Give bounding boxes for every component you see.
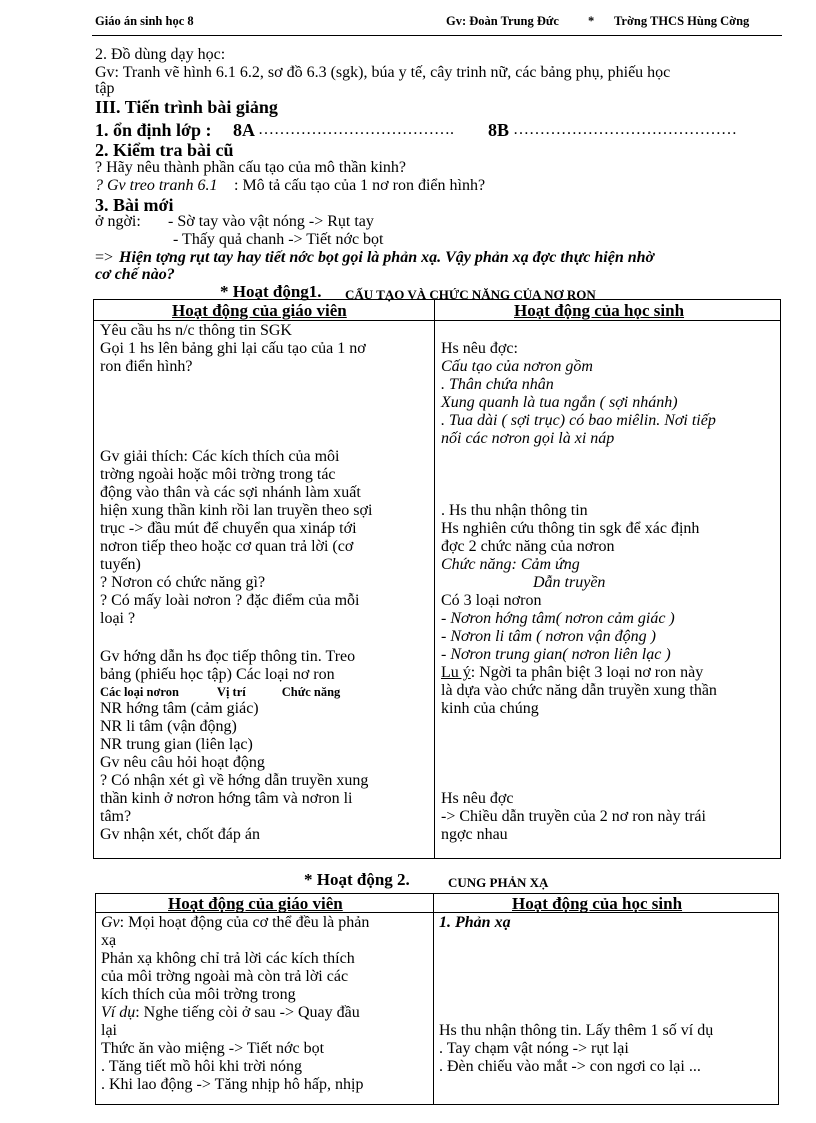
example-label: ở ngời: [95,213,141,230]
t1-r12: - Nơron hớng tâm( nơron cảm giác ) [441,610,675,627]
t1-l15: NR hớng tâm (cảm giác) [100,700,259,717]
table2-header-student: Hoạt động của học sinh [512,894,683,913]
materials-heading: 2. Đồ dùng dạy học: [95,46,226,63]
note-text: : Ngời ta phân biệt 3 loại nơ ron này [470,664,704,681]
t1-r4: . Tua dài ( sợi trục) có bao miêlin. Nơi tiếp [441,412,716,429]
t1-r6: . Hs thu nhận thông tin [441,502,588,519]
t1-l0: Yêu cầu hs n/c thông tin SGK [100,322,292,339]
header-rule [92,35,782,36]
gv-label: Gv [101,914,120,931]
step2-label: 2. Kiểm tra bài cũ [95,140,234,160]
t1-l19: ? Có nhận xét gì về hớng dẫn truyền xung [100,772,369,789]
example-1: - Sờ tay vào vật nóng -> Rụt tay [168,213,374,230]
t2-r0: 1. Phản xạ [439,914,511,931]
t1-l12: loại ? [100,610,136,627]
t1-r20: -> Chiều dẫn truyền của 2 nơ ron này trái [441,808,706,825]
t1-l21: tâm? [100,808,132,825]
step3-label: 3. Bài mới [95,195,174,215]
step1-label: 1. ổn định lớp : [95,120,212,140]
check-question-1: ? Hãy nêu thành phần cấu tạo của mô thần kinh? [95,159,406,176]
table1-student-col [441,340,771,844]
header-teacher: Gv: Đoàn Trung Đức [446,14,559,28]
activity2-table [95,893,779,1105]
table2-student-col [439,914,771,1076]
t1-r2: . Thân chứa nhân [441,376,554,393]
t2-r3: . Đèn chiếu vào mắt -> con ngơi co lại ... [439,1058,701,1075]
t1-r1: Cấu tạo của nơron gồm [441,358,593,375]
materials-text-cont: tập [95,80,115,97]
mini-col-type: Các loại nơron [100,685,179,699]
t1-l9: tuyến) [100,556,141,573]
t1-l5: động vào thân và các sợi nhánh làm xuất [100,484,361,501]
t2-l9: Thức ăn vào miệng -> Tiết nớc bọt [101,1040,325,1057]
table1-header-student: Hoạt động của học sinh [514,301,685,320]
t2-l8: lại [101,1022,117,1039]
mini-col-function: Chức năng [281,685,341,699]
activity1-table [93,299,781,859]
t1-l14: bảng (phiếu học tập) Các loại nơ ron [100,666,335,683]
t1-r0: Hs nêu đợc: [441,340,518,357]
activity2-star: * Hoạt động 2. [304,870,410,889]
t1-l10: ? Nơron có chức năng gì? [100,574,266,591]
t2-l4: của môi trờng ngoài mà còn trả lời các [101,968,349,985]
example-text-2: : Nghe tiếng còi ở sau -> Quay đầu [135,1004,360,1021]
t1-l20: thần kinh ở nơron hớng tâm và nơron li [100,790,353,807]
t1-l6: hiện xung thần kinh rồi lan truyền theo sợi [100,502,373,519]
t1-l8: nơron tiếp theo hoặc cơ quan trả lời (cơ [100,538,354,555]
section-title: III. Tiến trình bài giảng [95,97,278,117]
materials-text: Gv: Tranh vẽ hình 6.1 6.2, sơ đồ 6.3 (sgk), búa y tế, cây trinh nữ, các bảng phụ, phiếu học [95,64,671,81]
conclusion-text: Hiện tợng rụt tay hay tiết nớc bọt gọi là phản xạ. Vậy phản xạ đợc thực hiện nhờ [119,249,655,266]
t1-r5: nối các nơron gọi là xi náp [441,430,615,447]
t1-l1: Gọi 1 hs lên bảng ghi lại cấu tạo của 1 nơ [100,340,366,357]
t1-r11: Có 3 loại nơron [441,592,542,609]
class-8a: 8A [233,120,255,140]
t1-r14: - Nơron trung gian( nơron liên lạc ) [441,646,671,663]
table2-header-teacher: Hoạt động của giáo viên [168,894,343,913]
t1-r9: Chức năng: Cảm ứng [441,556,580,573]
t2-l6-line [101,1004,426,1022]
t2-l11: . Khi lao động -> Tăng nhịp hô hấp, nhịp [101,1076,364,1093]
t1-r10: Dẫn truyền [533,574,606,591]
t1-r15-line [441,664,771,682]
note-label: Lu ý [441,664,471,681]
example-label-2: Ví dụ [101,1004,136,1021]
t1-r19: Hs nêu đợc [441,790,514,807]
t2-r1: Hs thu nhận thông tin. Lấy thêm 1 số ví dụ [439,1022,714,1039]
activity1-star: * Hoạt động1. [220,282,322,301]
t1-r3: Xung quanh là tua ngắn ( sợi nhánh) [441,394,678,411]
conclusion-arrow: => [95,249,114,266]
mini-table-header [100,684,428,700]
activity2-title: CUNG PHẢN XẠ [448,875,549,890]
t1-r8: đợc 2 chức năng của nơron [441,538,615,555]
check-question-2-prefix: ? Gv treo tranh 6.1 [95,177,218,194]
t2-l10: . Tăng tiết mồ hôi khi trời nóng [101,1058,303,1075]
t1-l16: NR li tâm (vận động) [100,718,237,735]
t1-l18: Gv nêu câu hỏi hoạt động [100,754,265,771]
t1-r13: - Nơron li tâm ( nơron vận động ) [441,628,656,645]
check-question-2: : Mô tả cấu tạo của 1 nơ ron điển hình? [234,177,486,194]
t1-l4: trờng ngoài hoặc môi trờng trong tác [100,466,336,483]
dots-8b: …………………………………… [513,121,737,138]
t1-l11: ? Có mấy loài nơron ? đặc điểm của mỗi [100,592,360,609]
t2-l5: kích thích của môi trờng trong [101,986,296,1003]
t2-l2: xạ [101,932,117,949]
t1-l22: Gv nhận xét, chốt đáp án [100,826,260,843]
example-2: - Thấy quả chanh -> Tiết nớc bọt [173,231,384,248]
t1-l17: NR trung gian (liên lạc) [100,736,253,753]
header-star: * [588,14,595,28]
t1-r21: ngợc nhau [441,826,508,843]
t2-l3: Phản xạ không chỉ trả lời các kích thích [101,950,355,967]
gv-text: : Mọi hoạt động của cơ thể đều là phản [119,914,370,931]
t1-l2: ron điển hình? [100,358,193,375]
table2-divider [433,894,434,1104]
header-school: Trờng THCS Hùng Cờng [614,14,750,28]
t1-l13: Gv hớng dẫn hs đọc tiếp thông tin. Treo [100,648,356,665]
t1-r18: kinh của chúng [441,700,539,717]
table2-teacher-col [101,914,426,1094]
table1-header-teacher: Hoạt động của giáo viên [172,301,347,320]
header-subject: Giáo án sinh học 8 [95,14,194,28]
t2-l0-line [101,914,426,932]
t1-l7: trục -> đầu mút để chuyển qua xináp tới [100,520,357,537]
t1-l3: Gv giải thích: Các kích thích của môi [100,448,340,465]
table1-teacher-col [100,322,428,844]
table1-divider [434,300,435,858]
dots-8a: ………………………………. [258,121,454,138]
t1-r17: là dựa vào chức năng dẫn truyền xung thần [441,682,717,699]
activity1-title: CẤU TẠO VÀ CHỨC NĂNG CỦA NƠ RON [345,287,596,302]
t1-r7: Hs nghiên cứu thông tin sgk để xác định [441,520,700,537]
class-8b: 8B [488,120,510,140]
mini-col-position: Vị trí [216,685,246,699]
conclusion-text-cont: cơ chế nào? [95,266,175,283]
t2-r2: . Tay chạm vật nóng -> rụt lại [439,1040,629,1057]
